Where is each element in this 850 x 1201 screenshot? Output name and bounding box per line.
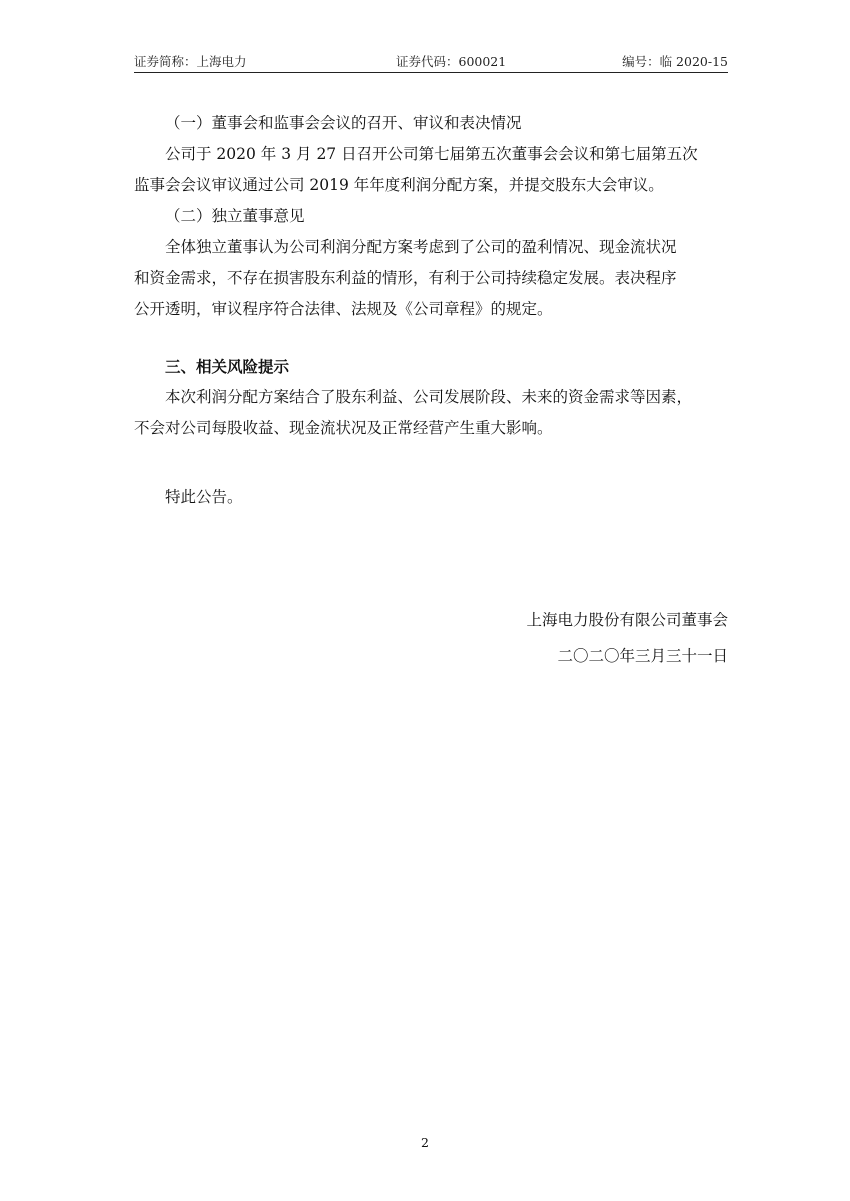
signature-date: 二〇二〇年三月三十一日 <box>557 647 728 665</box>
section-spacer <box>134 325 728 351</box>
page-number: 2 <box>421 1135 429 1150</box>
subsection-1-text-line-1: 公司于 2020 年 3 月 27 日召开公司第七届第五次董事会会议和第七届第五次 <box>165 145 698 163</box>
subsection-1-text-line-2: 监事会会议审议通过公司 2019 年年度利润分配方案，并提交股东大会审议。 <box>134 176 664 194</box>
security-code: 证券代码：600021 <box>396 54 507 69</box>
subsection-2-text-line-3: 公开透明，审议程序符合法律、法规及《公司章程》的规定。 <box>134 300 553 318</box>
section-3-text-line-2: 不会对公司每股收益、现金流状况及正常经营产生重大影响。 <box>134 419 553 437</box>
subsection-2-text-line-1: 全体独立董事认为公司利润分配方案考虑到了公司的盈利情况、现金流状况 <box>165 238 677 256</box>
security-short-name: 证券简称：上海电力 <box>134 54 247 69</box>
page-header <box>134 50 728 72</box>
document-body <box>134 108 728 513</box>
header-rule <box>134 72 728 73</box>
signature-company: 上海电力股份有限公司董事会 <box>526 611 728 629</box>
closing-line: 特此公告。 <box>165 488 243 506</box>
subsection-1-heading: （一）董事会和监事会会议的召开、审议和表决情况 <box>165 114 522 132</box>
section-3-text-line-1: 本次利润分配方案结合了股东利益、公司发展阶段、未来的资金需求等因素， <box>165 388 693 406</box>
subsection-2-heading: （二）独立董事意见 <box>165 207 305 225</box>
announcement-number: 编号：临 2020-15 <box>622 54 728 69</box>
closing-spacer <box>134 444 728 482</box>
subsection-2-text-line-2: 和资金需求，不存在损害股东利益的情形，有利于公司持续稳定发展。表决程序 <box>134 269 677 287</box>
section-3-heading: 三、相关风险提示 <box>165 357 290 376</box>
